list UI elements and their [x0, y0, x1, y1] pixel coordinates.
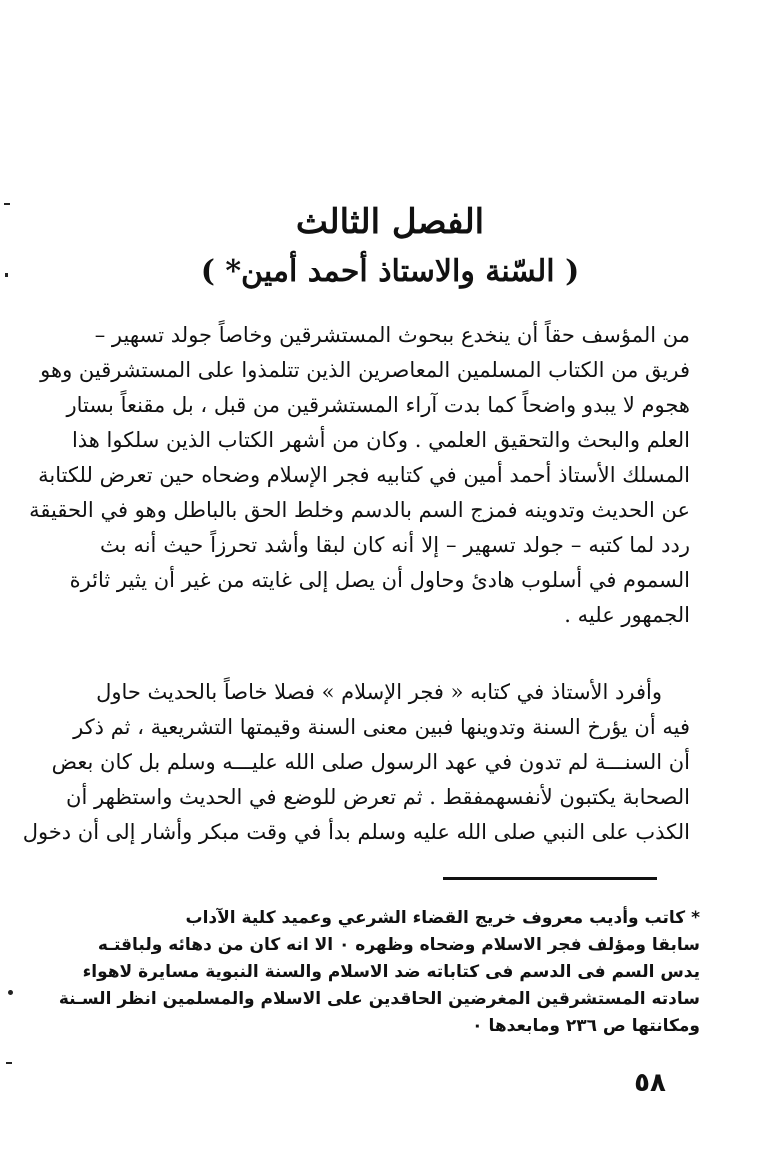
- paragraph-2: [22, 675, 690, 850]
- text-line: العلم والبحث والتحقيق العلمي . وكان من أشهر الكتاب الذين سلكوا هذا: [71, 428, 690, 452]
- scan-mark: [6, 1062, 12, 1064]
- text-line: فيه أن يؤرخ السنة وتدوينها فبين معنى السنة وقيمتها التشريعية ، ثم ذكر: [73, 715, 690, 739]
- page-number: ٥٨: [634, 1068, 666, 1098]
- footnote-separator: [443, 877, 657, 880]
- scan-mark: [4, 203, 10, 205]
- chapter-subtitle: ( السّنة والاستاذ أحمد أمين* ): [200, 254, 580, 289]
- text-line: المسلك الأستاذ أحمد أمين في كتابيه فجر الإسلام وضحاه حين تعرض للكتابة: [38, 463, 690, 487]
- text-line: الجمهور عليه .: [564, 603, 690, 627]
- footnote-line: ومكانتها ص ٢٣٦ ومابعدها ٠: [472, 1016, 700, 1036]
- footnote-line: سابقا ومؤلف فجر الاسلام وضحاه وظهره ٠ الا انه كان من دهائه ولباقتـه: [97, 935, 700, 955]
- text-line: أن السنـــة لم تدون في عهد الرسول صلى الله عليـــه وسلم بل كان بعض: [51, 750, 690, 774]
- footnote: [58, 905, 700, 1040]
- text-line: ردد لما كتبه – جولد تسهير – إلا أنه كان لبقا وأشد تحرزاً حيث أنه بث: [100, 533, 690, 557]
- text-line: السموم في أسلوب هادئ وحاول أن يصل إلى غايته من غير أن يثير ثائرة: [69, 568, 690, 592]
- text-line: وأفرد الأستاذ في كتابه « فجر الإسلام » فصلا خاصاً بالحديث حاول: [96, 680, 662, 704]
- footnote-line: سادته المستشرقين المغرضين الحاقدين على الاسلام والمسلمين انظر السـنة: [58, 989, 700, 1009]
- scan-mark: [5, 273, 8, 277]
- scan-mark: [8, 990, 13, 995]
- footnote-line: * كاتب وأديب معروف خريج القضاء الشرعي وعميد كلية الآداب: [185, 908, 700, 928]
- text-line: هجوم لا يبدو واضحاً كما بدت آراء المستشرقين من قبل ، بل مقنعاً بستار: [66, 393, 690, 417]
- chapter-title: الفصل الثالث: [295, 202, 485, 242]
- text-line: الكذب على النبي صلى الله عليه وسلم بدأ في وقت مبكر وأشار إلى أن دخول: [22, 820, 690, 844]
- text-line: عن الحديث وتدوينه فمزج السم بالدسم وخلط الحق بالباطل وهو في الحقيقة: [29, 498, 690, 522]
- paragraph-1: [29, 318, 690, 633]
- text-line: فريق من الكتاب المسلمين المعاصرين الذين تتلمذوا على المستشرقين وهو: [40, 358, 690, 382]
- footnote-line: يدس السم فى الدسم فى كتاباته ضد الاسلام والسنة النبوية مسايرة لاهواء: [82, 962, 700, 982]
- text-line: من المؤسف حقاً أن ينخدع ببحوث المستشرقين وخاصاً جولد تسهير –: [94, 323, 690, 347]
- text-line: الصحابة يكتبون لأنفسهمفقط . ثم تعرض للوضع في الحديث واستظهر أن: [66, 785, 690, 809]
